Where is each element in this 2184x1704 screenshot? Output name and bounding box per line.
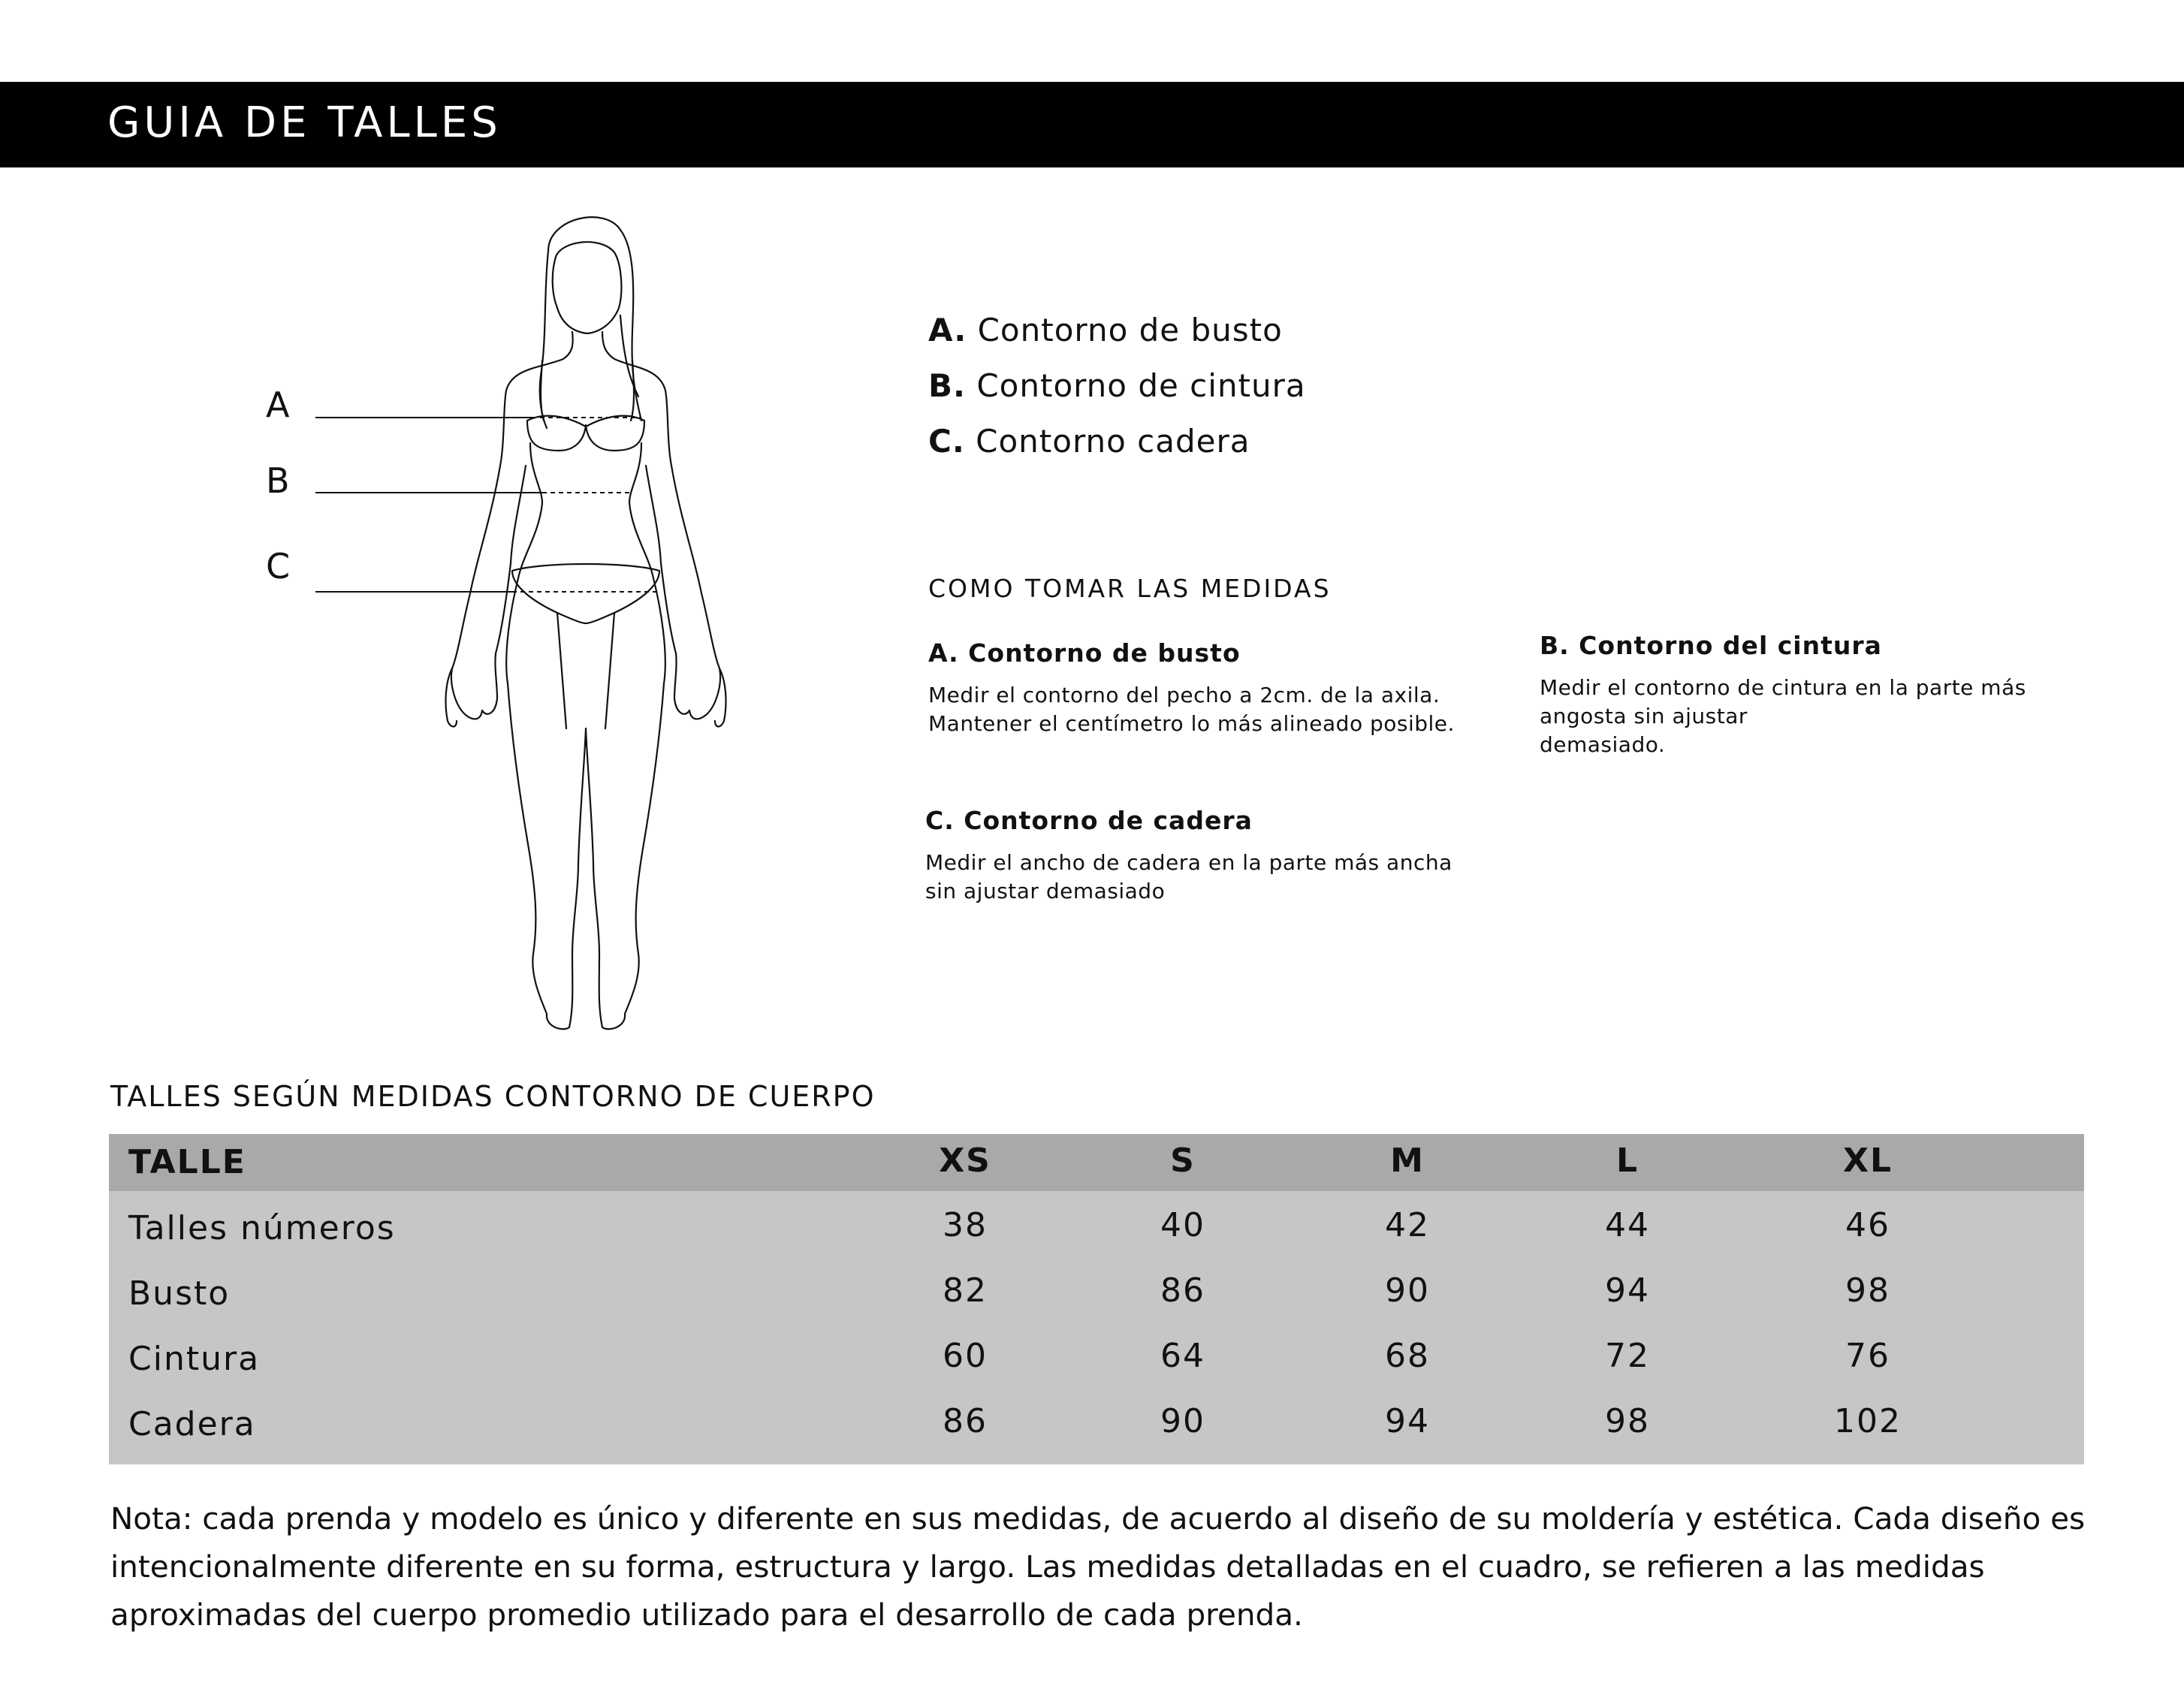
table-cell: 60 [943,1337,988,1375]
howto-bust [928,638,1455,738]
marker-b: B [266,460,290,501]
howto-bust-text: Medir el contorno del pecho a 2cm. de la axila. Mantener el centímetro lo más alineado posible. [928,683,1455,736]
howto-hip [925,806,1452,906]
table-cell: 46 [1845,1206,1890,1244]
table-cell: 94 [1385,1402,1430,1440]
row-label: Busto [128,1274,231,1313]
measurement-legend [928,306,1306,473]
body-figure [248,203,736,1036]
header-cell-s: S [1170,1142,1196,1180]
header-bar [0,82,2184,167]
table-cell: 90 [1385,1271,1430,1310]
table-cell: 42 [1385,1206,1430,1244]
table-title: TALLES SEGÚN MEDIDAS CONTORNO DE CUERPO [110,1080,876,1113]
marker-c: C [266,546,291,587]
header-cell-xl: XL [1843,1142,1893,1180]
header-cell-talle: TALLE [128,1143,246,1181]
row-label: Cadera [128,1405,256,1443]
page-title: GUIA DE TALLES [107,98,502,147]
marker-a: A [266,385,290,425]
table-cell: 90 [1160,1402,1205,1440]
table-cell: 102 [1834,1402,1902,1440]
note-text: Nota: cada prenda y modelo es único y diferente en sus medidas, de acuerdo al diseño de su moldería y estética. Cada diseño es intencionalmente diferente en su forma, estructura y largo. Las medidas detalladas en el cuadro, se refieren a las medidas aproximadas del cuerpo promedio utilizado para el desarrollo de cada prenda. [110,1500,2086,1633]
row-label: Talles números [128,1209,396,1247]
table-cell: 76 [1845,1337,1890,1375]
size-table [109,1134,2084,1464]
table-cell: 40 [1160,1206,1205,1244]
legend-item-waist: B. Contorno de cintura [928,367,1306,404]
table-cell: 98 [1605,1402,1650,1440]
table-cell: 86 [1160,1271,1205,1310]
row-label: Cintura [128,1340,261,1378]
legend-item-hip: C. Contorno cadera [928,423,1250,460]
howto-hip-text: Medir el ancho de cadera en la parte más ancha sin ajustar demasiado [925,850,1452,903]
howto-waist-text: Medir el contorno de cintura en la parte más angosta sin ajustar demasiado. [1540,675,2026,757]
legend-item-bust: A. Contorno de busto [928,312,1283,348]
table-cell: 64 [1160,1337,1205,1375]
measurement-lines [315,418,659,592]
howto-title: COMO TOMAR LAS MEDIDAS [928,574,1332,603]
howto-bust-heading: A. Contorno de busto [928,638,1241,668]
table-cell: 72 [1605,1337,1650,1375]
table-cell: 94 [1605,1271,1650,1310]
header-cell-m: M [1390,1142,1425,1180]
howto-hip-heading: C. Contorno de cadera [925,806,1253,835]
table-cell: 86 [943,1402,988,1440]
header-cell-xs: XS [939,1142,991,1180]
header-cell-l: L [1615,1142,1640,1180]
howto-waist-heading: B. Contorno del cintura [1540,631,1882,660]
table-cell: 82 [943,1271,988,1310]
table-header-row [109,1134,2084,1191]
body-outline-illustration [248,203,736,1036]
table-cell: 44 [1605,1206,1650,1244]
table-cell: 68 [1385,1337,1430,1375]
table-cell: 98 [1845,1271,1890,1310]
table-cell: 38 [943,1206,988,1244]
howto-waist [1540,631,2026,759]
